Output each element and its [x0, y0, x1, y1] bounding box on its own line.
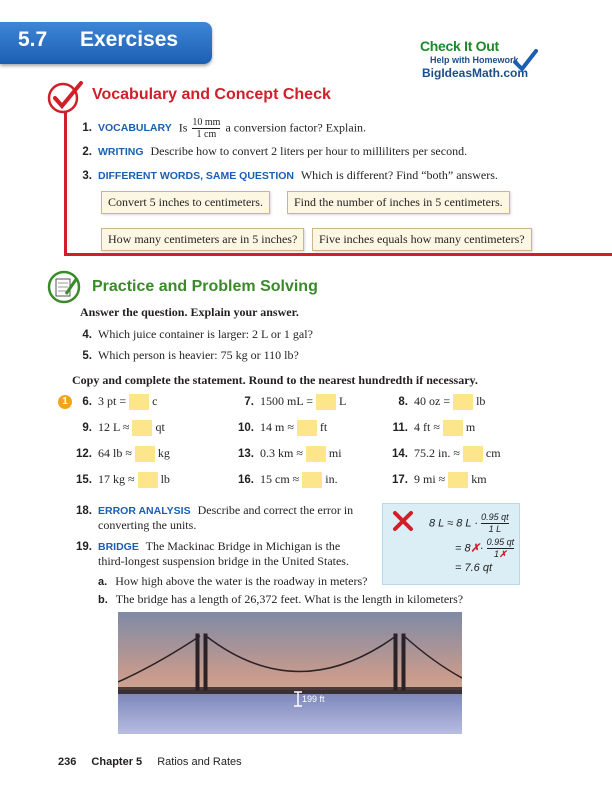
exercise-7: 7. 1500 mL = L	[234, 394, 346, 410]
answer-blank	[443, 420, 463, 436]
bridge-height-label: 199 ft	[302, 694, 325, 704]
exercise-16: 16. 15 cm ≈ in.	[234, 472, 338, 488]
exercise-19a: a. How high above the water is the roadway in meters?	[98, 574, 368, 588]
vocab-heading: Vocabulary and Concept Check	[92, 86, 331, 103]
page-footer	[58, 756, 242, 768]
pencil-paper-icon	[47, 270, 85, 304]
exercise-14: 14. 75.2 in. ≈ cm	[388, 446, 501, 462]
question-box-3: How many centimeters are in 5 inches?	[101, 228, 304, 251]
exercise-3: 3. DIFFERENT WORDS, SAME QUESTION Which is different? Find “both” answers.	[82, 168, 498, 182]
exercise-10: 10. 14 m ≈ ft	[234, 420, 327, 436]
exercise-11: 11. 4 ft ≈ m	[388, 420, 475, 436]
instruction-2: Copy and complete the statement. Round to the nearest hundredth if necessary.	[72, 373, 478, 387]
checkmark-circle-icon	[47, 80, 85, 114]
answer-blank	[297, 420, 317, 436]
exercise-2: 2. WRITING Describe how to convert 2 liters per hour to milliliters per second.	[82, 144, 468, 158]
question-box-2: Find the number of inches in 5 centimeters.	[287, 191, 510, 214]
answer-blank	[302, 472, 322, 488]
bridge-illustration	[118, 612, 462, 734]
bridge-photo	[118, 612, 462, 734]
work-line-3: = 7.6 qt	[455, 562, 493, 574]
page-number: 236	[58, 756, 77, 768]
question-box-1: Convert 5 inches to centimeters.	[101, 191, 270, 214]
answer-blank	[138, 472, 158, 488]
example-marker: 1	[58, 395, 72, 409]
instruction-1: Answer the question. Explain your answer.	[80, 305, 299, 319]
exercise-19b: b. The bridge has a length of 26,372 feet. What is the length in kilometers?	[98, 592, 464, 606]
work-line-1: 8 L ≈ 8 L · $\frac{0.95 qt}{1 L}$	[429, 512, 509, 534]
answer-blank	[316, 394, 336, 410]
answer-blank	[448, 472, 468, 488]
exercise-15: 15. 17 kg ≈ lb	[72, 472, 170, 488]
practice-heading: Practice and Problem Solving	[92, 278, 318, 295]
exercise-9: 9. 12 L ≈ qt	[72, 420, 165, 436]
work-line-2: = 8✗· $\frac{0.95 qt}{1✗}$	[455, 537, 515, 559]
exercise-1: 1. VOCABULARY Is $\frac{10 mm}{1 cm}$ a conversion factor? Explain.	[82, 117, 367, 140]
exercise-6: 6. 3 pt = c	[72, 394, 157, 410]
footer-title: Ratios and Rates	[157, 756, 242, 768]
answer-blank	[132, 420, 152, 436]
section-rule-horizontal	[64, 253, 612, 256]
answer-blank	[453, 394, 473, 410]
exercise-5: 5. Which person is heavier: 75 kg or 110 lb?	[82, 348, 299, 362]
footer-chapter: Chapter 5	[91, 756, 143, 768]
checkmark-icon	[512, 48, 538, 74]
answer-blank	[135, 446, 155, 462]
exercise-19: 19. BRIDGE The Mackinac Bridge in Michigan is the	[76, 539, 341, 553]
error-analysis-box	[382, 503, 520, 585]
exercise-8: 8. 40 oz = lb	[388, 394, 485, 410]
answer-blank	[129, 394, 149, 410]
exercise-19-line2: third-longest suspension bridge in the United States.	[98, 554, 349, 568]
exercise-18-line2: converting the units.	[98, 518, 197, 532]
question-box-4: Five inches equals how many centimeters?	[312, 228, 532, 251]
badge-line1: Check It Out	[420, 38, 499, 54]
answer-blank	[463, 446, 483, 462]
exercise-13: 13. 0.3 km ≈ mi	[234, 446, 342, 462]
section-number: 5.7	[18, 28, 48, 51]
check-it-out-badge[interactable]	[412, 38, 540, 82]
exercise-18: 18. ERROR ANALYSIS Describe and correct the error in	[76, 503, 354, 517]
badge-line3: BigIdeasMath.com	[422, 66, 529, 80]
exercise-4: 4. Which juice container is larger: 2 L or 1 gal?	[82, 327, 313, 341]
section-header-tab	[0, 22, 212, 64]
answer-blank	[306, 446, 326, 462]
badge-line2: Help with Homework	[430, 55, 519, 65]
exercise-12: 12. 64 lb ≈ kg	[72, 446, 170, 462]
section-rule-vertical	[64, 104, 67, 255]
exercise-17: 17. 9 mi ≈ km	[388, 472, 487, 488]
red-x-icon	[391, 510, 415, 532]
section-title: Exercises	[80, 28, 179, 51]
